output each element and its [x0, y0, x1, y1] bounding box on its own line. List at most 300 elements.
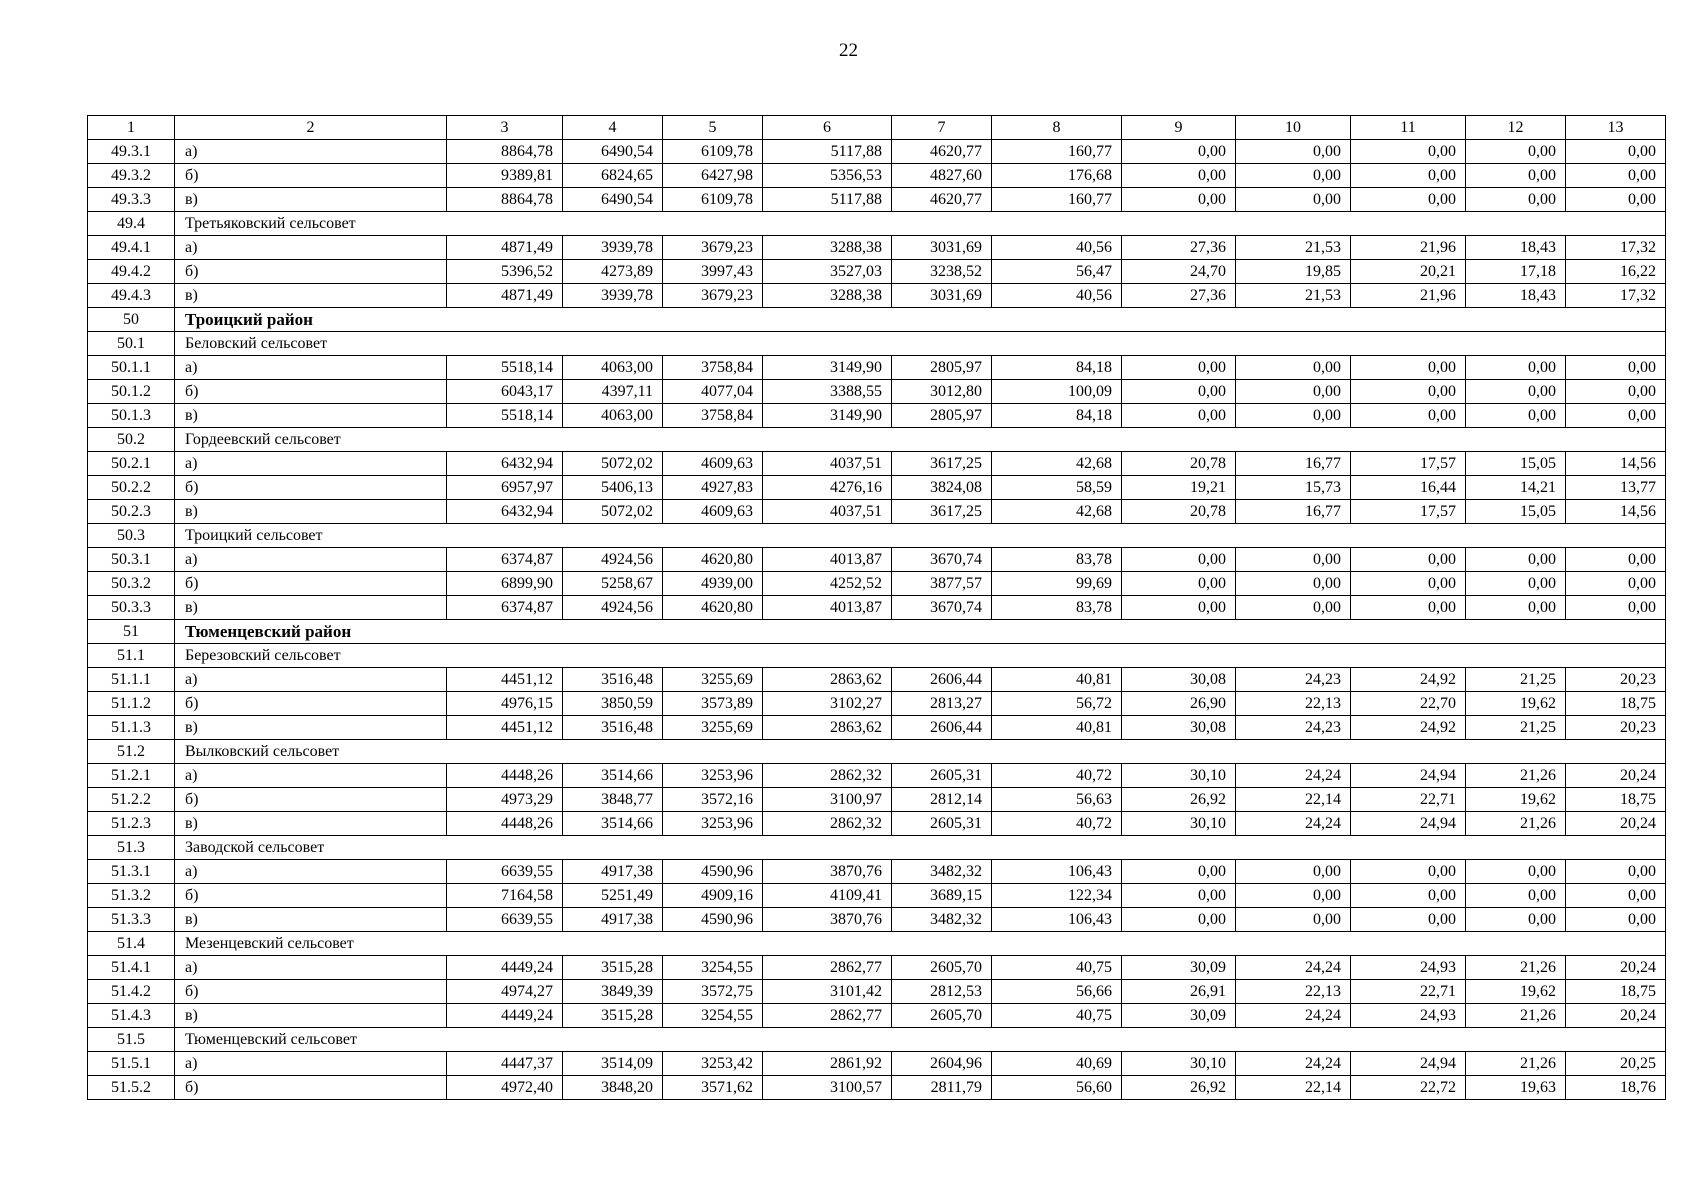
table-cell: 0,00	[1466, 404, 1566, 428]
table-cell: 21,25	[1466, 668, 1566, 692]
table-cell: 30,10	[1122, 764, 1236, 788]
table-cell: 20,78	[1122, 452, 1236, 476]
table-cell: 8864,78	[447, 140, 563, 164]
row-label: б)	[175, 476, 447, 500]
table-cell: 15,05	[1466, 500, 1566, 524]
row-label: б)	[175, 788, 447, 812]
table-cell: 4063,00	[563, 356, 663, 380]
table-cell: 3670,74	[892, 596, 992, 620]
table-cell: 17,32	[1566, 284, 1666, 308]
section-row	[88, 836, 1666, 860]
row-code: 51.4.2	[88, 980, 175, 1004]
row-code: 51.3	[88, 836, 175, 860]
table-cell: 2605,70	[892, 1004, 992, 1028]
district-name: Тюменцевский район	[175, 620, 1666, 644]
table-cell: 0,00	[1351, 548, 1466, 572]
table-cell: 0,00	[1236, 908, 1351, 932]
table-cell: 24,23	[1236, 668, 1351, 692]
row-label: в)	[175, 500, 447, 524]
table-cell: 30,09	[1122, 956, 1236, 980]
table-cell: 4620,77	[892, 188, 992, 212]
table-cell: 21,26	[1466, 764, 1566, 788]
settlement-name: Гордеевский сельсовет	[175, 428, 1666, 452]
table-row	[88, 164, 1666, 188]
column-header: 11	[1351, 116, 1466, 140]
column-header: 1	[88, 116, 175, 140]
table-cell: 21,96	[1351, 236, 1466, 260]
table-cell: 0,00	[1466, 884, 1566, 908]
row-label: а)	[175, 140, 447, 164]
table-cell: 0,00	[1236, 164, 1351, 188]
table-cell: 21,25	[1466, 716, 1566, 740]
table-cell: 3689,15	[892, 884, 992, 908]
table-cell: 4077,04	[663, 380, 763, 404]
table-cell: 0,00	[1351, 380, 1466, 404]
table-cell: 3849,39	[563, 980, 663, 1004]
settlement-name: Вылковский сельсовет	[175, 740, 1666, 764]
table-cell: 4013,87	[763, 596, 892, 620]
table-cell: 16,77	[1236, 452, 1351, 476]
table-cell: 3482,32	[892, 908, 992, 932]
table-cell: 2863,62	[763, 668, 892, 692]
table-cell: 84,18	[992, 356, 1122, 380]
table-cell: 40,56	[992, 284, 1122, 308]
table-cell: 5117,88	[763, 188, 892, 212]
table-cell: 4909,16	[663, 884, 763, 908]
table-cell: 26,90	[1122, 692, 1236, 716]
table-cell: 3388,55	[763, 380, 892, 404]
row-code: 49.3.3	[88, 188, 175, 212]
table-cell: 19,62	[1466, 980, 1566, 1004]
table-cell: 4037,51	[763, 500, 892, 524]
table-cell: 4252,52	[763, 572, 892, 596]
table-cell: 24,92	[1351, 716, 1466, 740]
table-cell: 2606,44	[892, 668, 992, 692]
table-cell: 24,24	[1236, 764, 1351, 788]
table-cell: 20,24	[1566, 812, 1666, 836]
table-cell: 0,00	[1122, 860, 1236, 884]
row-code: 49.3.2	[88, 164, 175, 188]
table-cell: 4620,77	[892, 140, 992, 164]
table-cell: 4451,12	[447, 668, 563, 692]
table-cell: 4449,24	[447, 956, 563, 980]
table-cell: 15,73	[1236, 476, 1351, 500]
table-row	[88, 1004, 1666, 1028]
table-row	[88, 500, 1666, 524]
table-cell: 17,57	[1351, 452, 1466, 476]
table-cell: 22,70	[1351, 692, 1466, 716]
table-cell: 3031,69	[892, 284, 992, 308]
table-cell: 0,00	[1351, 404, 1466, 428]
row-label: б)	[175, 1076, 447, 1100]
page-number: 22	[839, 40, 858, 61]
table-cell: 0,00	[1351, 140, 1466, 164]
table-cell: 0,00	[1566, 380, 1666, 404]
row-label: б)	[175, 380, 447, 404]
section-row	[88, 332, 1666, 356]
table-cell: 14,56	[1566, 452, 1666, 476]
row-label: а)	[175, 860, 447, 884]
table-cell: 3149,90	[763, 356, 892, 380]
table-cell: 24,92	[1351, 668, 1466, 692]
table-cell: 4620,80	[663, 596, 763, 620]
table-cell: 4609,63	[663, 500, 763, 524]
table-cell: 3238,52	[892, 260, 992, 284]
table-cell: 4451,12	[447, 716, 563, 740]
table-cell: 22,72	[1351, 1076, 1466, 1100]
table-cell: 0,00	[1236, 572, 1351, 596]
table-cell: 18,43	[1466, 236, 1566, 260]
table-cell: 19,21	[1122, 476, 1236, 500]
row-label: а)	[175, 956, 447, 980]
table-cell: 0,00	[1122, 356, 1236, 380]
table-cell: 0,00	[1566, 140, 1666, 164]
row-label: б)	[175, 260, 447, 284]
table-cell: 3824,08	[892, 476, 992, 500]
table-cell: 0,00	[1236, 356, 1351, 380]
row-label: б)	[175, 692, 447, 716]
table-cell: 3679,23	[663, 236, 763, 260]
table-cell: 0,00	[1122, 572, 1236, 596]
table-row	[88, 356, 1666, 380]
table-cell: 5518,14	[447, 404, 563, 428]
row-code: 51.5.2	[88, 1076, 175, 1100]
table-cell: 0,00	[1566, 908, 1666, 932]
table-cell: 0,00	[1466, 596, 1566, 620]
table-row	[88, 188, 1666, 212]
table-cell: 16,44	[1351, 476, 1466, 500]
table-cell: 3527,03	[763, 260, 892, 284]
table-cell: 6374,87	[447, 596, 563, 620]
table-row	[88, 476, 1666, 500]
table-cell: 3254,55	[663, 956, 763, 980]
column-header: 5	[663, 116, 763, 140]
table-cell: 0,00	[1466, 548, 1566, 572]
table-cell: 4924,56	[563, 596, 663, 620]
row-code: 51.1.2	[88, 692, 175, 716]
table-cell: 160,77	[992, 140, 1122, 164]
table-cell: 0,00	[1122, 140, 1236, 164]
table-cell: 4974,27	[447, 980, 563, 1004]
row-code: 51.3.3	[88, 908, 175, 932]
table-cell: 122,34	[992, 884, 1122, 908]
table-row	[88, 716, 1666, 740]
row-label: а)	[175, 548, 447, 572]
table-row	[88, 1052, 1666, 1076]
table-cell: 0,00	[1351, 164, 1466, 188]
table-cell: 0,00	[1236, 596, 1351, 620]
table-cell: 2862,32	[763, 764, 892, 788]
district-row	[88, 308, 1666, 332]
table-row	[88, 860, 1666, 884]
table-cell: 6490,54	[563, 188, 663, 212]
row-label: в)	[175, 812, 447, 836]
row-code: 50.1.1	[88, 356, 175, 380]
table-cell: 0,00	[1236, 404, 1351, 428]
table-cell: 2605,70	[892, 956, 992, 980]
row-label: а)	[175, 668, 447, 692]
table-cell: 3679,23	[663, 284, 763, 308]
column-header: 13	[1566, 116, 1666, 140]
table-cell: 3571,62	[663, 1076, 763, 1100]
table-cell: 0,00	[1236, 860, 1351, 884]
table-cell: 84,18	[992, 404, 1122, 428]
table-cell: 58,59	[992, 476, 1122, 500]
table-cell: 40,81	[992, 716, 1122, 740]
table-cell: 21,26	[1466, 956, 1566, 980]
table-cell: 24,94	[1351, 812, 1466, 836]
table-cell: 17,18	[1466, 260, 1566, 284]
table-cell: 0,00	[1566, 572, 1666, 596]
table-cell: 27,36	[1122, 236, 1236, 260]
column-header: 12	[1466, 116, 1566, 140]
table-cell: 26,92	[1122, 1076, 1236, 1100]
table-cell: 100,09	[992, 380, 1122, 404]
table-cell: 20,24	[1566, 1004, 1666, 1028]
settlement-name: Заводской сельсовет	[175, 836, 1666, 860]
section-row	[88, 428, 1666, 452]
row-code: 51.2.1	[88, 764, 175, 788]
table-cell: 22,14	[1236, 788, 1351, 812]
table-row	[88, 884, 1666, 908]
table-row	[88, 452, 1666, 476]
table-cell: 40,72	[992, 764, 1122, 788]
table-cell: 4871,49	[447, 284, 563, 308]
table-cell: 21,53	[1236, 284, 1351, 308]
table-cell: 13,77	[1566, 476, 1666, 500]
row-code: 51	[88, 620, 175, 644]
table-body	[88, 140, 1666, 1100]
table-cell: 19,63	[1466, 1076, 1566, 1100]
table-cell: 21,53	[1236, 236, 1351, 260]
row-code: 50.2.3	[88, 500, 175, 524]
table-cell: 0,00	[1351, 860, 1466, 884]
table-cell: 83,78	[992, 548, 1122, 572]
table-cell: 6432,94	[447, 500, 563, 524]
table-cell: 2862,77	[763, 956, 892, 980]
table-cell: 4590,96	[663, 860, 763, 884]
section-row	[88, 740, 1666, 764]
table-cell: 3515,28	[563, 1004, 663, 1028]
row-code: 51.3.2	[88, 884, 175, 908]
table-cell: 42,68	[992, 500, 1122, 524]
row-label: б)	[175, 884, 447, 908]
table-cell: 3877,57	[892, 572, 992, 596]
table-cell: 0,00	[1466, 164, 1566, 188]
table-cell: 4827,60	[892, 164, 992, 188]
table-cell: 14,21	[1466, 476, 1566, 500]
table-row	[88, 956, 1666, 980]
table-cell: 24,70	[1122, 260, 1236, 284]
table-cell: 22,71	[1351, 788, 1466, 812]
table-cell: 5396,52	[447, 260, 563, 284]
table-row	[88, 812, 1666, 836]
table-cell: 20,78	[1122, 500, 1236, 524]
table-cell: 0,00	[1236, 188, 1351, 212]
table-cell: 6899,90	[447, 572, 563, 596]
table-cell: 0,00	[1566, 164, 1666, 188]
table-cell: 18,76	[1566, 1076, 1666, 1100]
table-cell: 26,91	[1122, 980, 1236, 1004]
row-label: а)	[175, 356, 447, 380]
table-cell: 17,32	[1566, 236, 1666, 260]
table-cell: 20,25	[1566, 1052, 1666, 1076]
table-cell: 20,23	[1566, 716, 1666, 740]
row-label: в)	[175, 596, 447, 620]
row-code: 50.1.3	[88, 404, 175, 428]
table-cell: 0,00	[1236, 140, 1351, 164]
settlement-name: Третьяковский сельсовет	[175, 212, 1666, 236]
table-cell: 3850,59	[563, 692, 663, 716]
row-label: в)	[175, 716, 447, 740]
table-cell: 19,85	[1236, 260, 1351, 284]
table-cell: 3848,20	[563, 1076, 663, 1100]
table-row	[88, 548, 1666, 572]
table-cell: 9389,81	[447, 164, 563, 188]
table-row	[88, 668, 1666, 692]
row-code: 51.2.3	[88, 812, 175, 836]
table-cell: 4917,38	[563, 860, 663, 884]
row-label: в)	[175, 404, 447, 428]
table-cell: 3572,75	[663, 980, 763, 1004]
table-cell: 18,43	[1466, 284, 1566, 308]
table-cell: 3255,69	[663, 668, 763, 692]
table-row	[88, 140, 1666, 164]
table-cell: 3100,57	[763, 1076, 892, 1100]
settlement-name: Беловский сельсовет	[175, 332, 1666, 356]
table-cell: 4976,15	[447, 692, 563, 716]
table-cell: 4620,80	[663, 548, 763, 572]
table-cell: 2812,53	[892, 980, 992, 1004]
row-code: 50.3.1	[88, 548, 175, 572]
table-cell: 6490,54	[563, 140, 663, 164]
table-cell: 3253,96	[663, 764, 763, 788]
settlement-name: Мезенцевский сельсовет	[175, 932, 1666, 956]
table-cell: 3012,80	[892, 380, 992, 404]
row-code: 51.4.3	[88, 1004, 175, 1028]
table-cell: 3870,76	[763, 908, 892, 932]
row-code: 50.2.2	[88, 476, 175, 500]
table-cell: 20,21	[1351, 260, 1466, 284]
table-cell: 3670,74	[892, 548, 992, 572]
table-cell: 83,78	[992, 596, 1122, 620]
table-cell: 3149,90	[763, 404, 892, 428]
table-cell: 3939,78	[563, 284, 663, 308]
table-cell: 0,00	[1566, 860, 1666, 884]
table-cell: 56,63	[992, 788, 1122, 812]
table-cell: 3482,32	[892, 860, 992, 884]
column-header: 10	[1236, 116, 1351, 140]
table-row	[88, 908, 1666, 932]
section-row	[88, 1028, 1666, 1052]
table-cell: 0,00	[1351, 356, 1466, 380]
table-cell: 0,00	[1122, 884, 1236, 908]
table-row	[88, 284, 1666, 308]
table-row	[88, 236, 1666, 260]
table-row	[88, 1076, 1666, 1100]
table-cell: 3514,66	[563, 812, 663, 836]
table-row	[88, 260, 1666, 284]
table-cell: 5117,88	[763, 140, 892, 164]
table-cell: 4939,00	[663, 572, 763, 596]
table-cell: 0,00	[1236, 380, 1351, 404]
table-row	[88, 596, 1666, 620]
table-cell: 2805,97	[892, 356, 992, 380]
row-code: 49.4.2	[88, 260, 175, 284]
row-code: 49.4.3	[88, 284, 175, 308]
table-cell: 22,14	[1236, 1076, 1351, 1100]
table-cell: 0,00	[1351, 884, 1466, 908]
table-cell: 5258,67	[563, 572, 663, 596]
row-code: 51.4.1	[88, 956, 175, 980]
table-cell: 56,47	[992, 260, 1122, 284]
row-code: 51.2	[88, 740, 175, 764]
table-cell: 30,08	[1122, 668, 1236, 692]
column-header: 2	[175, 116, 447, 140]
table-cell: 3516,48	[563, 668, 663, 692]
table-row	[88, 380, 1666, 404]
table-cell: 2861,92	[763, 1052, 892, 1076]
table-cell: 19,62	[1466, 692, 1566, 716]
table-cell: 106,43	[992, 860, 1122, 884]
table-cell: 0,00	[1122, 188, 1236, 212]
table-cell: 2813,27	[892, 692, 992, 716]
table-cell: 19,62	[1466, 788, 1566, 812]
table-cell: 176,68	[992, 164, 1122, 188]
table-cell: 6639,55	[447, 908, 563, 932]
row-code: 50.3	[88, 524, 175, 548]
table-cell: 4972,40	[447, 1076, 563, 1100]
table-cell: 0,00	[1466, 188, 1566, 212]
table-cell: 4013,87	[763, 548, 892, 572]
table-cell: 3572,16	[663, 788, 763, 812]
table-cell: 56,60	[992, 1076, 1122, 1100]
table-cell: 6824,65	[563, 164, 663, 188]
table-cell: 5251,49	[563, 884, 663, 908]
table-cell: 6957,97	[447, 476, 563, 500]
table-cell: 4448,26	[447, 764, 563, 788]
row-label: а)	[175, 236, 447, 260]
table-cell: 15,05	[1466, 452, 1566, 476]
district-row	[88, 620, 1666, 644]
column-header: 9	[1122, 116, 1236, 140]
table-cell: 4590,96	[663, 908, 763, 932]
table-cell: 24,24	[1236, 812, 1351, 836]
section-row	[88, 932, 1666, 956]
table-cell: 0,00	[1566, 404, 1666, 428]
table-cell: 6109,78	[663, 140, 763, 164]
table-cell: 4448,26	[447, 812, 563, 836]
settlement-name: Троицкий сельсовет	[175, 524, 1666, 548]
table-cell: 20,24	[1566, 956, 1666, 980]
table-cell: 4397,11	[563, 380, 663, 404]
table-cell: 30,10	[1122, 812, 1236, 836]
table-cell: 4063,00	[563, 404, 663, 428]
table-cell: 4447,37	[447, 1052, 563, 1076]
table-cell: 40,75	[992, 1004, 1122, 1028]
row-code: 50.3.2	[88, 572, 175, 596]
table-cell: 0,00	[1236, 548, 1351, 572]
header-row	[88, 116, 1666, 140]
table-cell: 3288,38	[763, 284, 892, 308]
table-cell: 2604,96	[892, 1052, 992, 1076]
row-label: б)	[175, 572, 447, 596]
table-cell: 0,00	[1566, 884, 1666, 908]
table-cell: 6109,78	[663, 188, 763, 212]
table-cell: 3758,84	[663, 404, 763, 428]
table-cell: 3515,28	[563, 956, 663, 980]
table-cell: 27,36	[1122, 284, 1236, 308]
